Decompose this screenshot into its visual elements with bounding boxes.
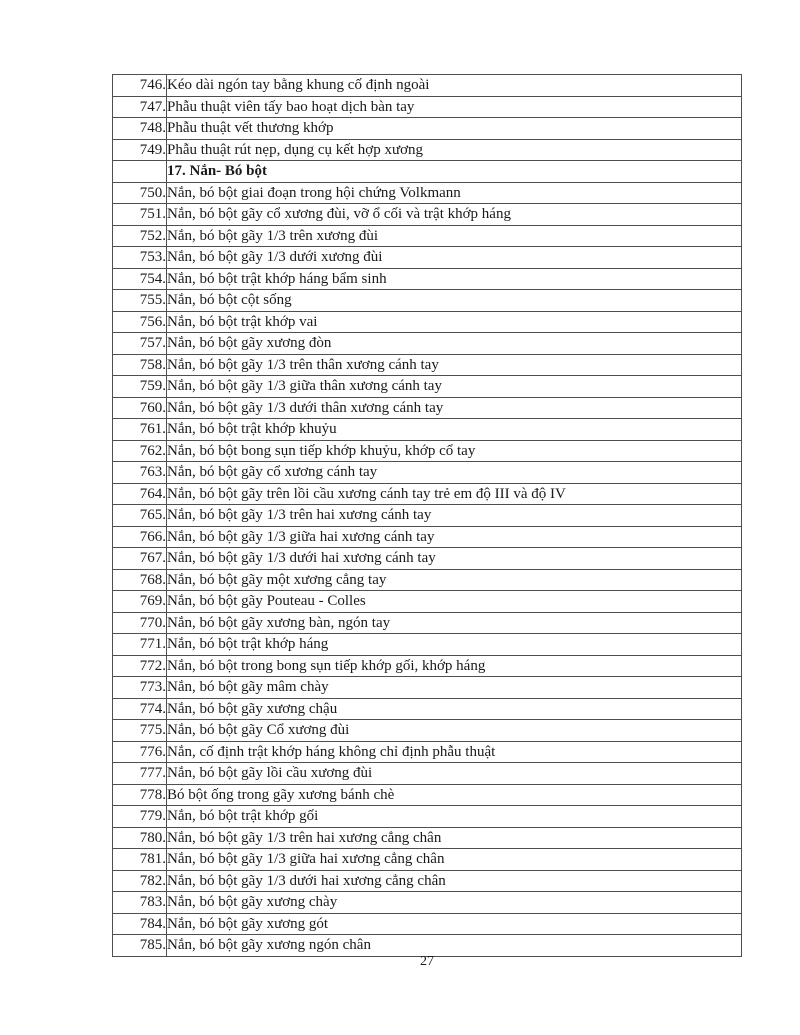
row-number-cell: 766.: [113, 526, 167, 548]
row-number-cell: [113, 161, 167, 183]
procedure-name: Nắn, bó bột gãy xương ngón chân: [167, 935, 742, 957]
table-row: [113, 397, 742, 419]
table-row: [113, 548, 742, 570]
table-row: [113, 720, 742, 742]
procedure-name: Nắn, bó bột gãy Cổ xương đùi: [167, 720, 742, 742]
procedure-name: Nắn, bó bột trật khớp vai: [167, 311, 742, 333]
row-number-cell: 782.: [113, 870, 167, 892]
procedure-table-body: [113, 75, 742, 957]
row-number-cell: 747.: [113, 96, 167, 118]
row-number-cell: 781.: [113, 849, 167, 871]
table-row: [113, 182, 742, 204]
section-title: 17. Nắn- Bó bột: [167, 161, 742, 183]
row-number-cell: 769.: [113, 591, 167, 613]
row-number-cell: 762.: [113, 440, 167, 462]
table-row: [113, 806, 742, 828]
row-number-cell: 752.: [113, 225, 167, 247]
procedure-name: Nắn, bó bột gãy 1/3 giữa thân xương cánh tay: [167, 376, 742, 398]
procedure-name: Nắn, bó bột gãy 1/3 dưới thân xương cánh tay: [167, 397, 742, 419]
procedure-name: Nắn, bó bột gãy mâm chày: [167, 677, 742, 699]
row-number-cell: 784.: [113, 913, 167, 935]
table-row: [113, 698, 742, 720]
table-row: [113, 462, 742, 484]
procedure-name: Nắn, bó bột gãy trên lồi cầu xương cánh tay trẻ em độ III và độ IV: [167, 483, 742, 505]
procedure-name: Nắn, bó bột bong sụn tiếp khớp khuỷu, khớp cổ tay: [167, 440, 742, 462]
procedure-name: Nắn, bó bột gãy 1/3 trên hai xương cánh tay: [167, 505, 742, 527]
procedure-name: Phẫu thuật rút nẹp, dụng cụ kết hợp xương: [167, 139, 742, 161]
procedure-name: Kéo dài ngón tay bằng khung cố định ngoài: [167, 75, 742, 97]
row-number-cell: 780.: [113, 827, 167, 849]
procedure-name: Nắn, bó bột gãy xương gót: [167, 913, 742, 935]
table-row: [113, 612, 742, 634]
procedure-name: Nắn, bó bột gãy 1/3 dưới hai xương cánh tay: [167, 548, 742, 570]
row-number-cell: 773.: [113, 677, 167, 699]
table-row: [113, 75, 742, 97]
procedure-name: Nắn, bó bột gãy 1/3 trên hai xương cẳng chân: [167, 827, 742, 849]
row-number-cell: 750.: [113, 182, 167, 204]
row-number-cell: 778.: [113, 784, 167, 806]
table-row: [113, 290, 742, 312]
procedure-name: Nắn, bó bột gãy một xương cẳng tay: [167, 569, 742, 591]
table-row: [113, 354, 742, 376]
table-row: [113, 440, 742, 462]
table-row: [113, 591, 742, 613]
procedure-name: Nắn, bó bột giai đoạn trong hội chứng Volkmann: [167, 182, 742, 204]
procedure-name: Phẫu thuật viên tấy bao hoạt dịch bàn tay: [167, 96, 742, 118]
row-number-cell: 774.: [113, 698, 167, 720]
row-number-cell: 761.: [113, 419, 167, 441]
row-number-cell: 753.: [113, 247, 167, 269]
table-row: [113, 849, 742, 871]
row-number-cell: 748.: [113, 118, 167, 140]
table-row: [113, 827, 742, 849]
table-row: [113, 118, 742, 140]
procedure-table: [112, 74, 742, 957]
table-row: [113, 569, 742, 591]
table-row: [113, 419, 742, 441]
row-number-cell: 775.: [113, 720, 167, 742]
row-number-cell: 755.: [113, 290, 167, 312]
row-number-cell: 783.: [113, 892, 167, 914]
table-row: [113, 677, 742, 699]
table-row: [113, 139, 742, 161]
row-number-cell: 759.: [113, 376, 167, 398]
row-number-cell: 771.: [113, 634, 167, 656]
procedure-name: Phẫu thuật vết thương khớp: [167, 118, 742, 140]
table-row: [113, 935, 742, 957]
table-row: [113, 913, 742, 935]
procedure-name: Nắn, bó bột gãy Pouteau - Colles: [167, 591, 742, 613]
row-number-cell: 746.: [113, 75, 167, 97]
procedure-name: Nắn, bó bột cột sống: [167, 290, 742, 312]
procedure-name: Nắn, bó bột gãy xương bàn, ngón tay: [167, 612, 742, 634]
row-number-cell: 772.: [113, 655, 167, 677]
table-row: [113, 225, 742, 247]
row-number-cell: 749.: [113, 139, 167, 161]
procedure-name: Nắn, bó bột gãy xương chày: [167, 892, 742, 914]
table-row: [113, 526, 742, 548]
procedure-name: Nắn, bó bột gãy 1/3 trên xương đùi: [167, 225, 742, 247]
row-number-cell: 779.: [113, 806, 167, 828]
row-number-cell: 777.: [113, 763, 167, 785]
procedure-name: Bó bột ống trong gãy xương bánh chè: [167, 784, 742, 806]
table-row: [113, 247, 742, 269]
row-number-cell: 764.: [113, 483, 167, 505]
table-row: [113, 96, 742, 118]
table-row: [113, 333, 742, 355]
procedure-name: Nắn, bó bột trật khớp háng bẩm sinh: [167, 268, 742, 290]
procedure-name: Nắn, cố định trật khớp háng không chỉ định phẫu thuật: [167, 741, 742, 763]
procedure-name: Nắn, bó bột gãy 1/3 dưới hai xương cẳng chân: [167, 870, 742, 892]
procedure-name: Nắn, bó bột gãy 1/3 dưới xương đùi: [167, 247, 742, 269]
row-number-cell: 754.: [113, 268, 167, 290]
table-row: [113, 655, 742, 677]
procedure-name: Nắn, bó bột gãy xương đòn: [167, 333, 742, 355]
row-number-cell: 760.: [113, 397, 167, 419]
procedure-name: Nắn, bó bột trật khớp háng: [167, 634, 742, 656]
row-number-cell: 765.: [113, 505, 167, 527]
procedure-name: Nắn, bó bột gãy 1/3 giữa hai xương cánh tay: [167, 526, 742, 548]
page-number: 27: [420, 954, 434, 969]
table-row: [113, 311, 742, 333]
table-row: [113, 505, 742, 527]
procedure-name: Nắn, bó bột trật khớp khuỷu: [167, 419, 742, 441]
table-row: [113, 763, 742, 785]
procedure-name: Nắn, bó bột gãy xương chậu: [167, 698, 742, 720]
table-row: [113, 892, 742, 914]
table-row: [113, 204, 742, 226]
row-number-cell: 763.: [113, 462, 167, 484]
row-number-cell: 758.: [113, 354, 167, 376]
table-row: [113, 483, 742, 505]
procedure-name: Nắn, bó bột gãy 1/3 trên thân xương cánh tay: [167, 354, 742, 376]
table-row: [113, 376, 742, 398]
row-number-cell: 767.: [113, 548, 167, 570]
table-row: [113, 268, 742, 290]
row-number-cell: 785.: [113, 935, 167, 957]
row-number-cell: 756.: [113, 311, 167, 333]
procedure-name: Nắn, bó bột gãy cổ xương đùi, vỡ ổ cối và trật khớp háng: [167, 204, 742, 226]
row-number-cell: 770.: [113, 612, 167, 634]
procedure-name: Nắn, bó bột gãy cổ xương cánh tay: [167, 462, 742, 484]
table-row: [113, 784, 742, 806]
procedure-name: Nắn, bó bột trong bong sụn tiếp khớp gối, khớp háng: [167, 655, 742, 677]
table-row: [113, 634, 742, 656]
row-number-cell: 776.: [113, 741, 167, 763]
procedure-name: Nắn, bó bột gãy 1/3 giữa hai xương cẳng chân: [167, 849, 742, 871]
table-row: [113, 741, 742, 763]
row-number-cell: 751.: [113, 204, 167, 226]
row-number-cell: 768.: [113, 569, 167, 591]
row-number-cell: 757.: [113, 333, 167, 355]
procedure-name: Nắn, bó bột gãy lồi cầu xương đùi: [167, 763, 742, 785]
section-header-row: [113, 161, 742, 183]
table-row: [113, 870, 742, 892]
procedure-name: Nắn, bó bột trật khớp gối: [167, 806, 742, 828]
